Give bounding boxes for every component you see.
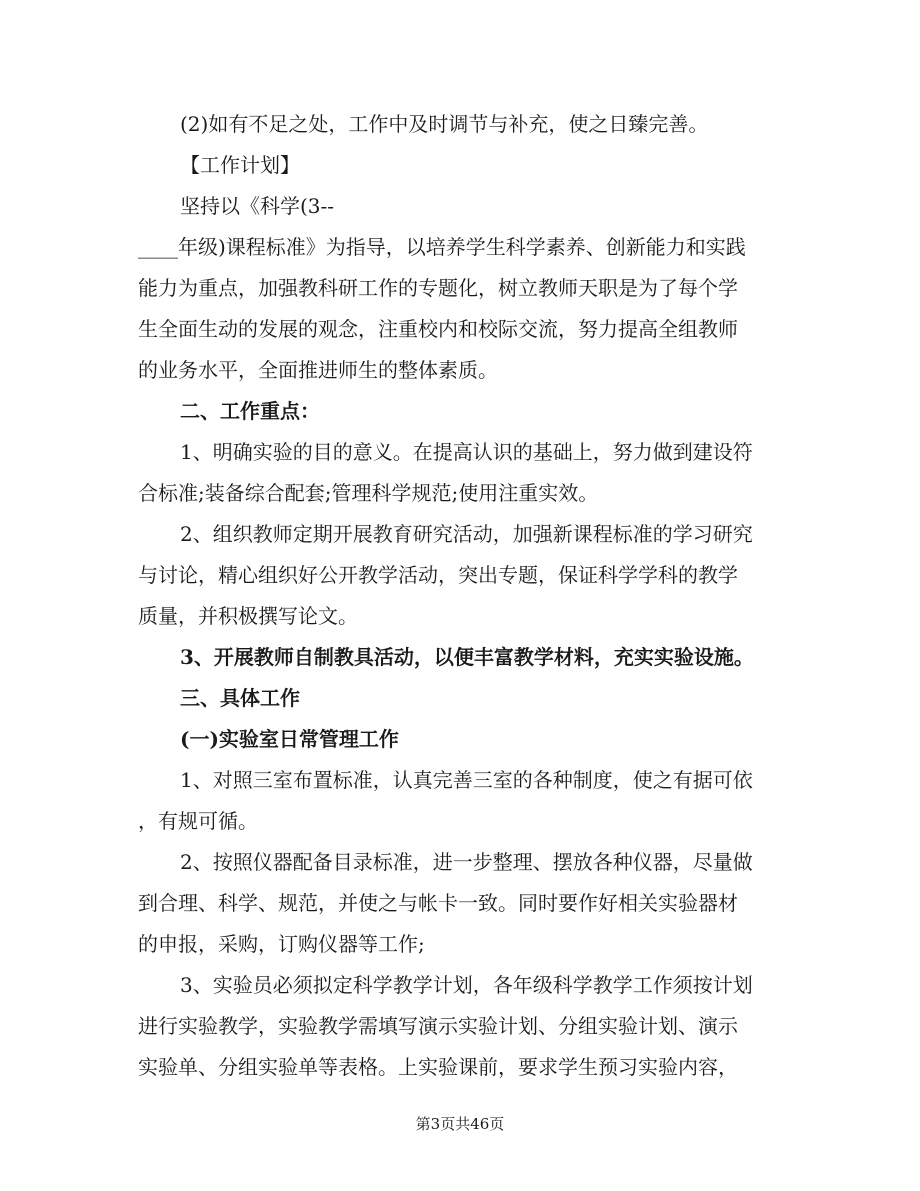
subsection-heading-lab-management: (一)实验室日常管理工作 — [180, 727, 399, 751]
page-number-footer: 第3页共46页 — [415, 1115, 505, 1133]
paragraph-line: 实验单、分组实验单等表格。上实验课前，要求学生预习实验内容， — [138, 1055, 738, 1079]
paragraph-line: 与讨论，精心组织好公开教学活动，突出专题，保证科学学科的教学 — [138, 563, 738, 587]
paragraph-line: 1、对照三室布置标准，认真完善三室的各种制度，使之有据可依 — [180, 768, 753, 792]
paragraph-line: ，有规可循。 — [138, 809, 258, 833]
paragraph-line: 的业务水平，全面推进师生的整体素质。 — [138, 358, 498, 382]
paragraph-line: 2、按照仪器配备目录标准，进一步整理、摆放各种仪器，尽量做 — [180, 850, 753, 874]
paragraph-line: 到合理、科学、规范，并使之与帐卡一致。同时要作好相关实验器材 — [138, 891, 738, 915]
paragraph-line: ____年级)课程标准》为指导，以培养学生科学素养、创新能力和实践 — [138, 235, 746, 259]
paragraph-line: 坚持以《科学(3-- — [180, 194, 335, 218]
document-body — [138, 104, 788, 1088]
paragraph-line: 能力为重点，加强教科研工作的专题化，树立教师天职是为了每个学 — [138, 276, 738, 300]
paragraph-line: 生全面生动的发展的观念，注重校内和校际交流，努力提高全组教师 — [138, 317, 738, 341]
section-heading-key-points: 二、工作重点： — [180, 399, 320, 423]
paragraph-line: 合标准;装备综合配套;管理科学规范;使用注重实效。 — [138, 481, 599, 505]
paragraph-line: 的申报，采购，订购仪器等工作; — [138, 932, 425, 956]
paragraph-line: 1、明确实验的目的意义。在提高认识的基础上，努力做到建设符 — [180, 440, 753, 464]
paragraph-line: 质量，并积极撰写论文。 — [138, 604, 358, 628]
paragraph-line: (2)如有不足之处，工作中及时调节与补充，使之日臻完善。 — [180, 112, 709, 136]
section-heading-work-plan: 【工作计划】 — [180, 153, 300, 177]
paragraph-line-bold: 3、开展教师自制教具活动，以便丰富教学材料，充实实验设施。 — [180, 645, 754, 669]
section-heading-specific-work: 三、具体工作 — [180, 686, 300, 710]
paragraph-line: 2、组织教师定期开展教育研究活动，加强新课程标准的学习研究 — [180, 522, 753, 546]
paragraph-line: 进行实验教学，实验教学需填写演示实验计划、分组实验计划、演示 — [138, 1014, 738, 1038]
paragraph-line: 3、实验员必须拟定科学教学计划，各年级科学教学工作须按计划 — [180, 973, 753, 997]
